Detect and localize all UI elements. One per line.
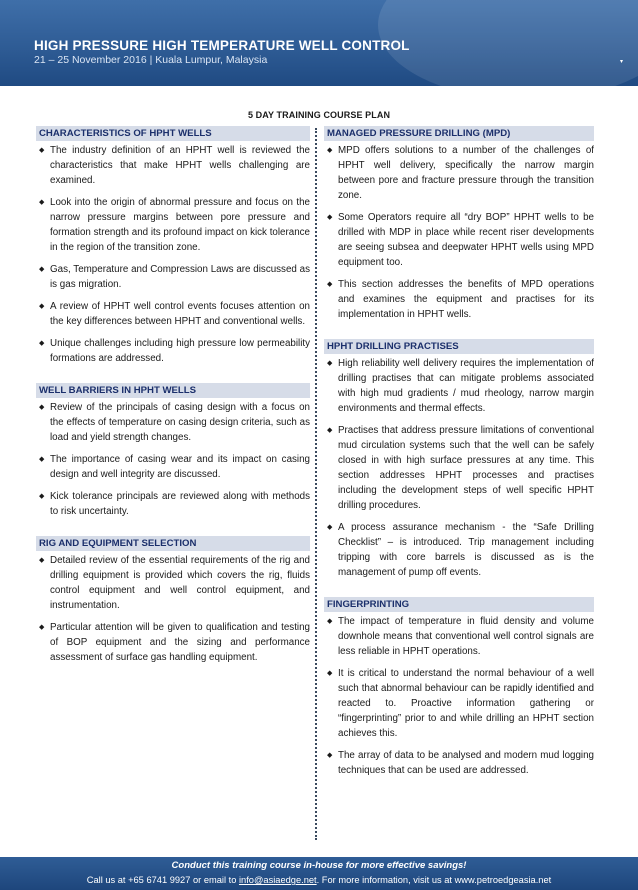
diamond-bullet-icon: ◆ xyxy=(39,404,45,411)
bullet-text: Some Operators require all “dry BOP” HPHT wells to be drilled with MDP in place while recent riser developments are seeing subsea and deepwater HPHT wells using MPD equipment too. xyxy=(338,212,594,268)
section-rig-and-equipment-selection xyxy=(36,536,310,665)
bullet-item xyxy=(324,356,594,416)
bullet-item xyxy=(36,262,310,292)
bullet-text: A process assurance mechanism - the “Safe Drilling Checklist” – is introduced. Trip management including tripping with core barrels is discussed as is the management of pump off events. xyxy=(338,522,594,578)
bullet-text: This section addresses the benefits of MPD operations and examines the equipment and practises for its implementation in HPHT wells. xyxy=(338,279,594,320)
diamond-bullet-icon: ◆ xyxy=(39,147,45,154)
bullet-list xyxy=(324,614,594,778)
bullet-item xyxy=(36,620,310,665)
diamond-bullet-icon: ◆ xyxy=(39,557,45,564)
section-well-barriers-in-hpht-wells xyxy=(36,383,310,519)
diamond-bullet-icon: ◆ xyxy=(327,214,333,221)
bullet-item xyxy=(36,553,310,613)
bullet-text: Gas, Temperature and Compression Laws are discussed as is gas migration. xyxy=(50,264,310,290)
bullet-item xyxy=(324,520,594,580)
section-characteristics-of-hpht-wells xyxy=(36,126,310,366)
page-footer xyxy=(0,857,638,890)
section-heading: MANAGED PRESSURE DRILLING (MPD) xyxy=(324,126,594,141)
footer-contact-prefix: Call us at +65 6741 9927 or email to xyxy=(86,875,239,885)
diamond-bullet-icon: ◆ xyxy=(327,670,333,677)
bullet-text: MPD offers solutions to a number of the challenges of HPHT well delivery, specifically the narrow margin between pore and fracture pressure through the transition zone. xyxy=(338,145,594,201)
bullet-item xyxy=(36,195,310,255)
bullet-text: High reliability well delivery requires the implementation of drilling practises that can mitigate problems associated with high mud gradients / mud rheology, narrow margin environments and thermal effects. xyxy=(338,358,594,414)
section-spacer xyxy=(324,329,594,339)
header-decoration xyxy=(378,0,638,86)
section-heading: WELL BARRIERS IN HPHT WELLS xyxy=(36,383,310,398)
section-hpht-drilling-practises xyxy=(324,339,594,580)
bullet-item xyxy=(324,423,594,513)
bullet-item xyxy=(324,277,594,322)
footer-contact-suffix: . For more information, visit us at www.petroedgeasia.net xyxy=(316,875,552,885)
diamond-bullet-icon: ◆ xyxy=(39,340,45,347)
bullet-text: The impact of temperature in fluid density and volume downhole means that conventional well control signals are less reliable in HPHT operations. xyxy=(338,616,594,657)
bullet-text: Review of the principals of casing design with a focus on the effects of temperature on casing design criteria, such as load and yield strength changes. xyxy=(50,402,310,443)
bullet-text: The importance of casing wear and its impact on casing design and well integrity are discussed. xyxy=(50,454,310,480)
bullet-item xyxy=(324,666,594,741)
header-mark-icon: ▾ xyxy=(620,59,624,65)
page-header xyxy=(0,0,638,86)
section-spacer xyxy=(36,526,310,536)
bullet-text: The industry definition of an HPHT well is reviewed the characteristics that make HPHT wells challenging are examined. xyxy=(50,145,310,186)
bullet-item xyxy=(36,452,310,482)
diamond-bullet-icon: ◆ xyxy=(39,624,45,631)
diamond-bullet-icon: ◆ xyxy=(39,456,45,463)
bullet-text: Kick tolerance principals are reviewed along with methods to risk uncertainty. xyxy=(50,491,310,517)
section-fingerprinting xyxy=(324,597,594,778)
diamond-bullet-icon: ◆ xyxy=(39,493,45,500)
bullet-list xyxy=(36,553,310,665)
section-spacer xyxy=(324,587,594,597)
bullet-text: Detailed review of the essential requirements of the rig and drilling equipment is provided which covers the rig, fluids control equipment and well control equipment, and instrumentation. xyxy=(50,555,310,611)
bullet-item xyxy=(324,210,594,270)
bullet-item xyxy=(36,489,310,519)
right-column xyxy=(324,126,594,785)
bullet-item xyxy=(36,299,310,329)
bullet-list xyxy=(36,143,310,366)
bullet-text: Particular attention will be given to qualification and testing of BOP equipment and the sizing and performance assessment of surface gas handling equipment. xyxy=(50,622,310,663)
bullet-item xyxy=(324,748,594,778)
diamond-bullet-icon: ◆ xyxy=(327,752,333,759)
diamond-bullet-icon: ◆ xyxy=(327,147,333,154)
section-managed-pressure-drilling-mpd xyxy=(324,126,594,322)
footer-tagline: Conduct this training course in-house for more effective savings! xyxy=(171,860,467,871)
bullet-text: The array of data to be analysed and modern mud logging techniques that can be used are addressed. xyxy=(338,750,594,776)
section-spacer xyxy=(36,373,310,383)
diamond-bullet-icon: ◆ xyxy=(39,303,45,310)
bullet-item xyxy=(36,336,310,366)
bullet-text: A review of HPHT well control events focuses attention on the key differences between HPHT and conventional wells. xyxy=(50,301,310,327)
email-link[interactable]: info@asiaedge.net xyxy=(238,875,317,885)
bullet-list xyxy=(36,400,310,519)
bullet-item xyxy=(324,614,594,659)
bullet-text: Unique challenges including high pressure low permeability formations are addressed. xyxy=(50,338,310,364)
diamond-bullet-icon: ◆ xyxy=(39,199,45,206)
bullet-text: Look into the origin of abnormal pressure and focus on the narrow pressure margins between pore pressure and formation strength and its profound impact on kick tolerance in the region of the transition zone. xyxy=(50,197,310,253)
column-divider xyxy=(315,128,317,840)
bullet-list xyxy=(324,143,594,322)
section-heading: FINGERPRINTING xyxy=(324,597,594,612)
plan-title: 5 DAY TRAINING COURSE PLAN xyxy=(247,110,391,120)
left-column xyxy=(36,126,310,672)
section-heading: HPHT DRILLING PRACTISES xyxy=(324,339,594,354)
footer-contact xyxy=(0,875,638,885)
diamond-bullet-icon: ◆ xyxy=(327,281,333,288)
diamond-bullet-icon: ◆ xyxy=(39,266,45,273)
bullet-list xyxy=(324,356,594,580)
section-heading: CHARACTERISTICS OF HPHT WELLS xyxy=(36,126,310,141)
bullet-text: It is critical to understand the normal behaviour of a well such that abnormal behaviour can be rapidly identified and reacted to. Proactive information gathering or “fingerprinting” prior to and while drilling an HPHT section achieves this. xyxy=(338,668,594,739)
section-heading: RIG AND EQUIPMENT SELECTION xyxy=(36,536,310,551)
course-date-location: 21 – 25 November 2016 | Kuala Lumpur, Malaysia xyxy=(34,54,268,66)
course-title: HIGH PRESSURE HIGH TEMPERATURE WELL CONTROL xyxy=(34,38,410,53)
bullet-item xyxy=(324,143,594,203)
diamond-bullet-icon: ◆ xyxy=(327,427,333,434)
bullet-item xyxy=(36,400,310,445)
bullet-item xyxy=(36,143,310,188)
diamond-bullet-icon: ◆ xyxy=(327,360,333,367)
bullet-text: Practises that address pressure limitations of conventional mud circulation systems such that the well can be safely closed in with high surface pressures at any time. This section addresses HPHT processes and practises including the development steps of well specific HPHT drilling procedures. xyxy=(338,425,594,511)
diamond-bullet-icon: ◆ xyxy=(327,618,333,625)
diamond-bullet-icon: ◆ xyxy=(327,524,333,531)
